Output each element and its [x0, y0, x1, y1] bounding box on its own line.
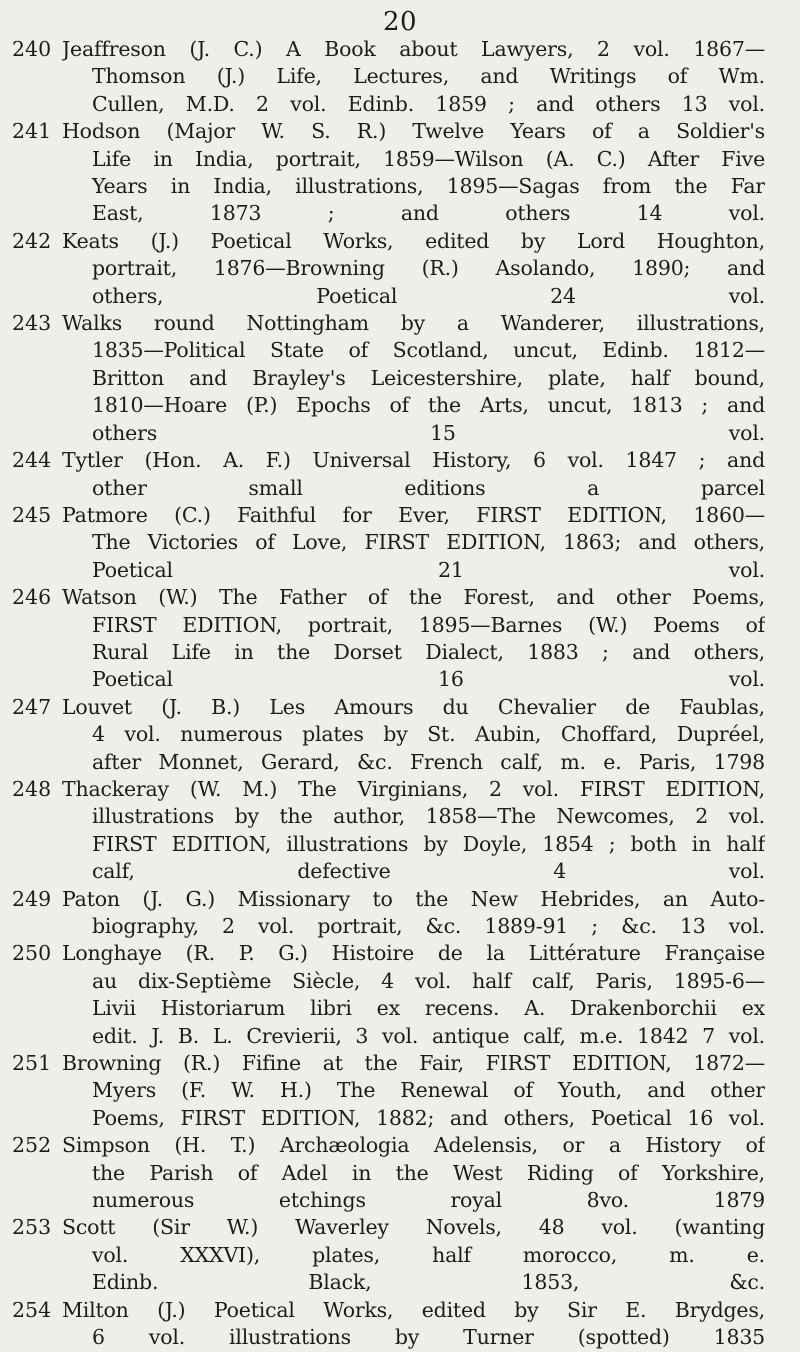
- catalogue-entry: [0, 776, 800, 886]
- entry-line: Simpson (H. T.) Archæologia Adelensis, or a History of: [62, 1133, 765, 1158]
- lot-number: 247: [12, 694, 52, 719]
- entry-text: [62, 940, 765, 1050]
- entry-line: Jeaffreson (J. C.) A Book about Lawyers, 2 vol. 1867—: [62, 37, 765, 61]
- lot-number: 249: [12, 886, 52, 911]
- entry-line: 1810—Hoare (P.) Epochs of the Arts, uncut, 1813 ; and: [92, 393, 765, 418]
- entry-line: Life in India, portrait, 1859—Wilson (A. C.) After Five: [92, 146, 765, 171]
- entry-line: others 15 vol.: [92, 420, 765, 445]
- entry-line: calf, defective 4 vol.: [92, 859, 765, 884]
- entry-line: Scott (Sir W.) Waverley Novels, 48 vol. (wanting: [62, 1215, 765, 1240]
- entry-text: [62, 694, 765, 776]
- entry-line: Poetical 21 vol.: [92, 557, 765, 582]
- entry-text: [62, 886, 765, 941]
- entry-text: [62, 584, 765, 694]
- entry-line: Milton (J.) Poetical Works, edited by Sir E. Brydges,: [62, 1297, 765, 1322]
- entry-line: portrait, 1876—Browning (R.) Asolando, 1890; and: [92, 256, 765, 281]
- entry-line: other small editions a parcel: [92, 475, 765, 500]
- catalogue-entry: [0, 1214, 800, 1296]
- entry-text: [62, 310, 765, 447]
- entry-line: illustrations by the author, 1858—The Newcomes, 2 vol.: [92, 804, 765, 829]
- entry-line: FIRST EDITION, portrait, 1895—Barnes (W.) Poems of: [92, 612, 765, 637]
- entry-text: [62, 447, 765, 502]
- catalogue-entry: [0, 940, 800, 1050]
- entry-line: after Monnet, Gerard, &c. French calf, m. e. Paris, 1798: [92, 749, 765, 774]
- entry-line: East, 1873 ; and others 14 vol.: [92, 201, 765, 226]
- entry-line: Hodson (Major W. S. R.) Twelve Years of a Soldier's: [62, 119, 765, 144]
- catalogue-entries: [0, 36, 800, 1352]
- entry-line: FIRST EDITION, illustrations by Doyle, 1854 ; both in half: [92, 831, 765, 856]
- catalogue-entry: [0, 228, 800, 310]
- entry-line: Walks round Nottingham by a Wanderer, illustrations,: [62, 311, 765, 336]
- entry-line: Paton (J. G.) Missionary to the New Hebrides, an Auto-: [62, 886, 765, 911]
- entry-line: Keats (J.) Poetical Works, edited by Lord Houghton,: [62, 228, 765, 253]
- entry-text: [62, 118, 765, 228]
- lot-number: 243: [12, 311, 52, 336]
- entry-line: Watson (W.) The Father of the Forest, and other Poems,: [62, 585, 765, 610]
- entry-line: Patmore (C.) Faithful for Ever, FIRST EDITION, 1860—: [62, 502, 765, 527]
- entry-line: Poems, FIRST EDITION, 1882; and others, Poetical 16 vol.: [92, 1105, 765, 1130]
- entry-line: au dix-Septième Siècle, 4 vol. half calf, Paris, 1895-6—: [92, 968, 765, 993]
- lot-number: 246: [12, 585, 52, 610]
- entry-text: [62, 776, 765, 886]
- lot-number: 254: [12, 1297, 52, 1322]
- catalogue-entry: [0, 584, 800, 694]
- entry-line: 1835—Political State of Scotland, uncut, Edinb. 1812—: [92, 338, 765, 363]
- catalogue-entry: [0, 886, 800, 941]
- catalogue-entry: [0, 447, 800, 502]
- catalogue-entry: [0, 1297, 800, 1352]
- lot-number: 241: [12, 119, 52, 144]
- entry-line: Thackeray (W. M.) The Virginians, 2 vol. FIRST EDITION,: [62, 776, 765, 801]
- entry-text: [62, 36, 765, 118]
- entry-line: Livii Historiarum libri ex recens. A. Drakenborchii ex: [92, 996, 765, 1021]
- entry-line: 4 vol. numerous plates by St. Aubin, Choffard, Dupréel,: [92, 722, 765, 747]
- entry-line: Edinb. Black, 1853, &c.: [92, 1270, 765, 1295]
- entry-line: edit. J. B. L. Crevierii, 3 vol. antique calf, m.e. 1842 7 vol.: [92, 1023, 765, 1048]
- entry-line: The Victories of Love, FIRST EDITION, 1863; and others,: [92, 530, 765, 555]
- entry-line: Poetical 16 vol.: [92, 667, 765, 692]
- entry-text: [62, 1050, 765, 1132]
- entry-line: Browning (R.) Fifine at the Fair, FIRST EDITION, 1872—: [62, 1051, 765, 1076]
- lot-number: 242: [12, 228, 52, 253]
- catalogue-entry: [0, 310, 800, 447]
- entry-line: vol. XXXVI), plates, half morocco, m. e.: [92, 1242, 765, 1267]
- entry-text: [62, 1214, 765, 1296]
- entry-text: [62, 228, 765, 310]
- lot-number: 252: [12, 1133, 52, 1158]
- entry-line: the Parish of Adel in the West Riding of Yorkshire,: [92, 1160, 765, 1185]
- catalogue-entry: [0, 36, 800, 118]
- lot-number: 248: [12, 776, 52, 801]
- lot-number: 244: [12, 448, 52, 473]
- entry-text: [62, 502, 765, 584]
- entry-line: Thomson (J.) Life, Lectures, and Writings of Wm.: [92, 64, 765, 89]
- entry-line: 6 vol. illustrations by Turner (spotted) 1835: [92, 1325, 765, 1350]
- entry-line: Years in India, illustrations, 1895—Sagas from the Far: [92, 174, 765, 199]
- entry-line: Cullen, M.D. 2 vol. Edinb. 1859 ; and others 13 vol.: [92, 91, 765, 116]
- entry-line: Britton and Brayley's Leicestershire, plate, half bound,: [92, 365, 765, 390]
- lot-number: 240: [12, 37, 52, 61]
- entry-line: numerous etchings royal 8vo. 1879: [92, 1188, 765, 1213]
- entry-text: [62, 1132, 765, 1214]
- catalogue-entry: [0, 694, 800, 776]
- entry-line: Louvet (J. B.) Les Amours du Chevalier de Faublas,: [62, 694, 765, 719]
- lot-number: 253: [12, 1215, 52, 1240]
- catalogue-entry: [0, 1050, 800, 1132]
- entry-line: Tytler (Hon. A. F.) Universal History, 6 vol. 1847 ; and: [62, 448, 765, 473]
- entry-line: Myers (F. W. H.) The Renewal of Youth, and other: [92, 1078, 765, 1103]
- entry-line: Rural Life in the Dorset Dialect, 1883 ; and others,: [92, 639, 765, 664]
- catalogue-entry: [0, 118, 800, 228]
- entry-text: [62, 1297, 765, 1352]
- catalogue-entry: [0, 502, 800, 584]
- entry-line: Longhaye (R. P. G.) Histoire de la Littérature Française: [62, 941, 765, 966]
- lot-number: 251: [12, 1051, 52, 1076]
- entry-line: biography, 2 vol. portrait, &c. 1889-91 ; &c. 13 vol.: [92, 914, 765, 938]
- lot-number: 250: [12, 941, 52, 966]
- page-number: 20: [382, 7, 418, 37]
- entry-line: others, Poetical 24 vol.: [92, 283, 765, 308]
- catalogue-entry: [0, 1132, 800, 1214]
- lot-number: 245: [12, 502, 52, 527]
